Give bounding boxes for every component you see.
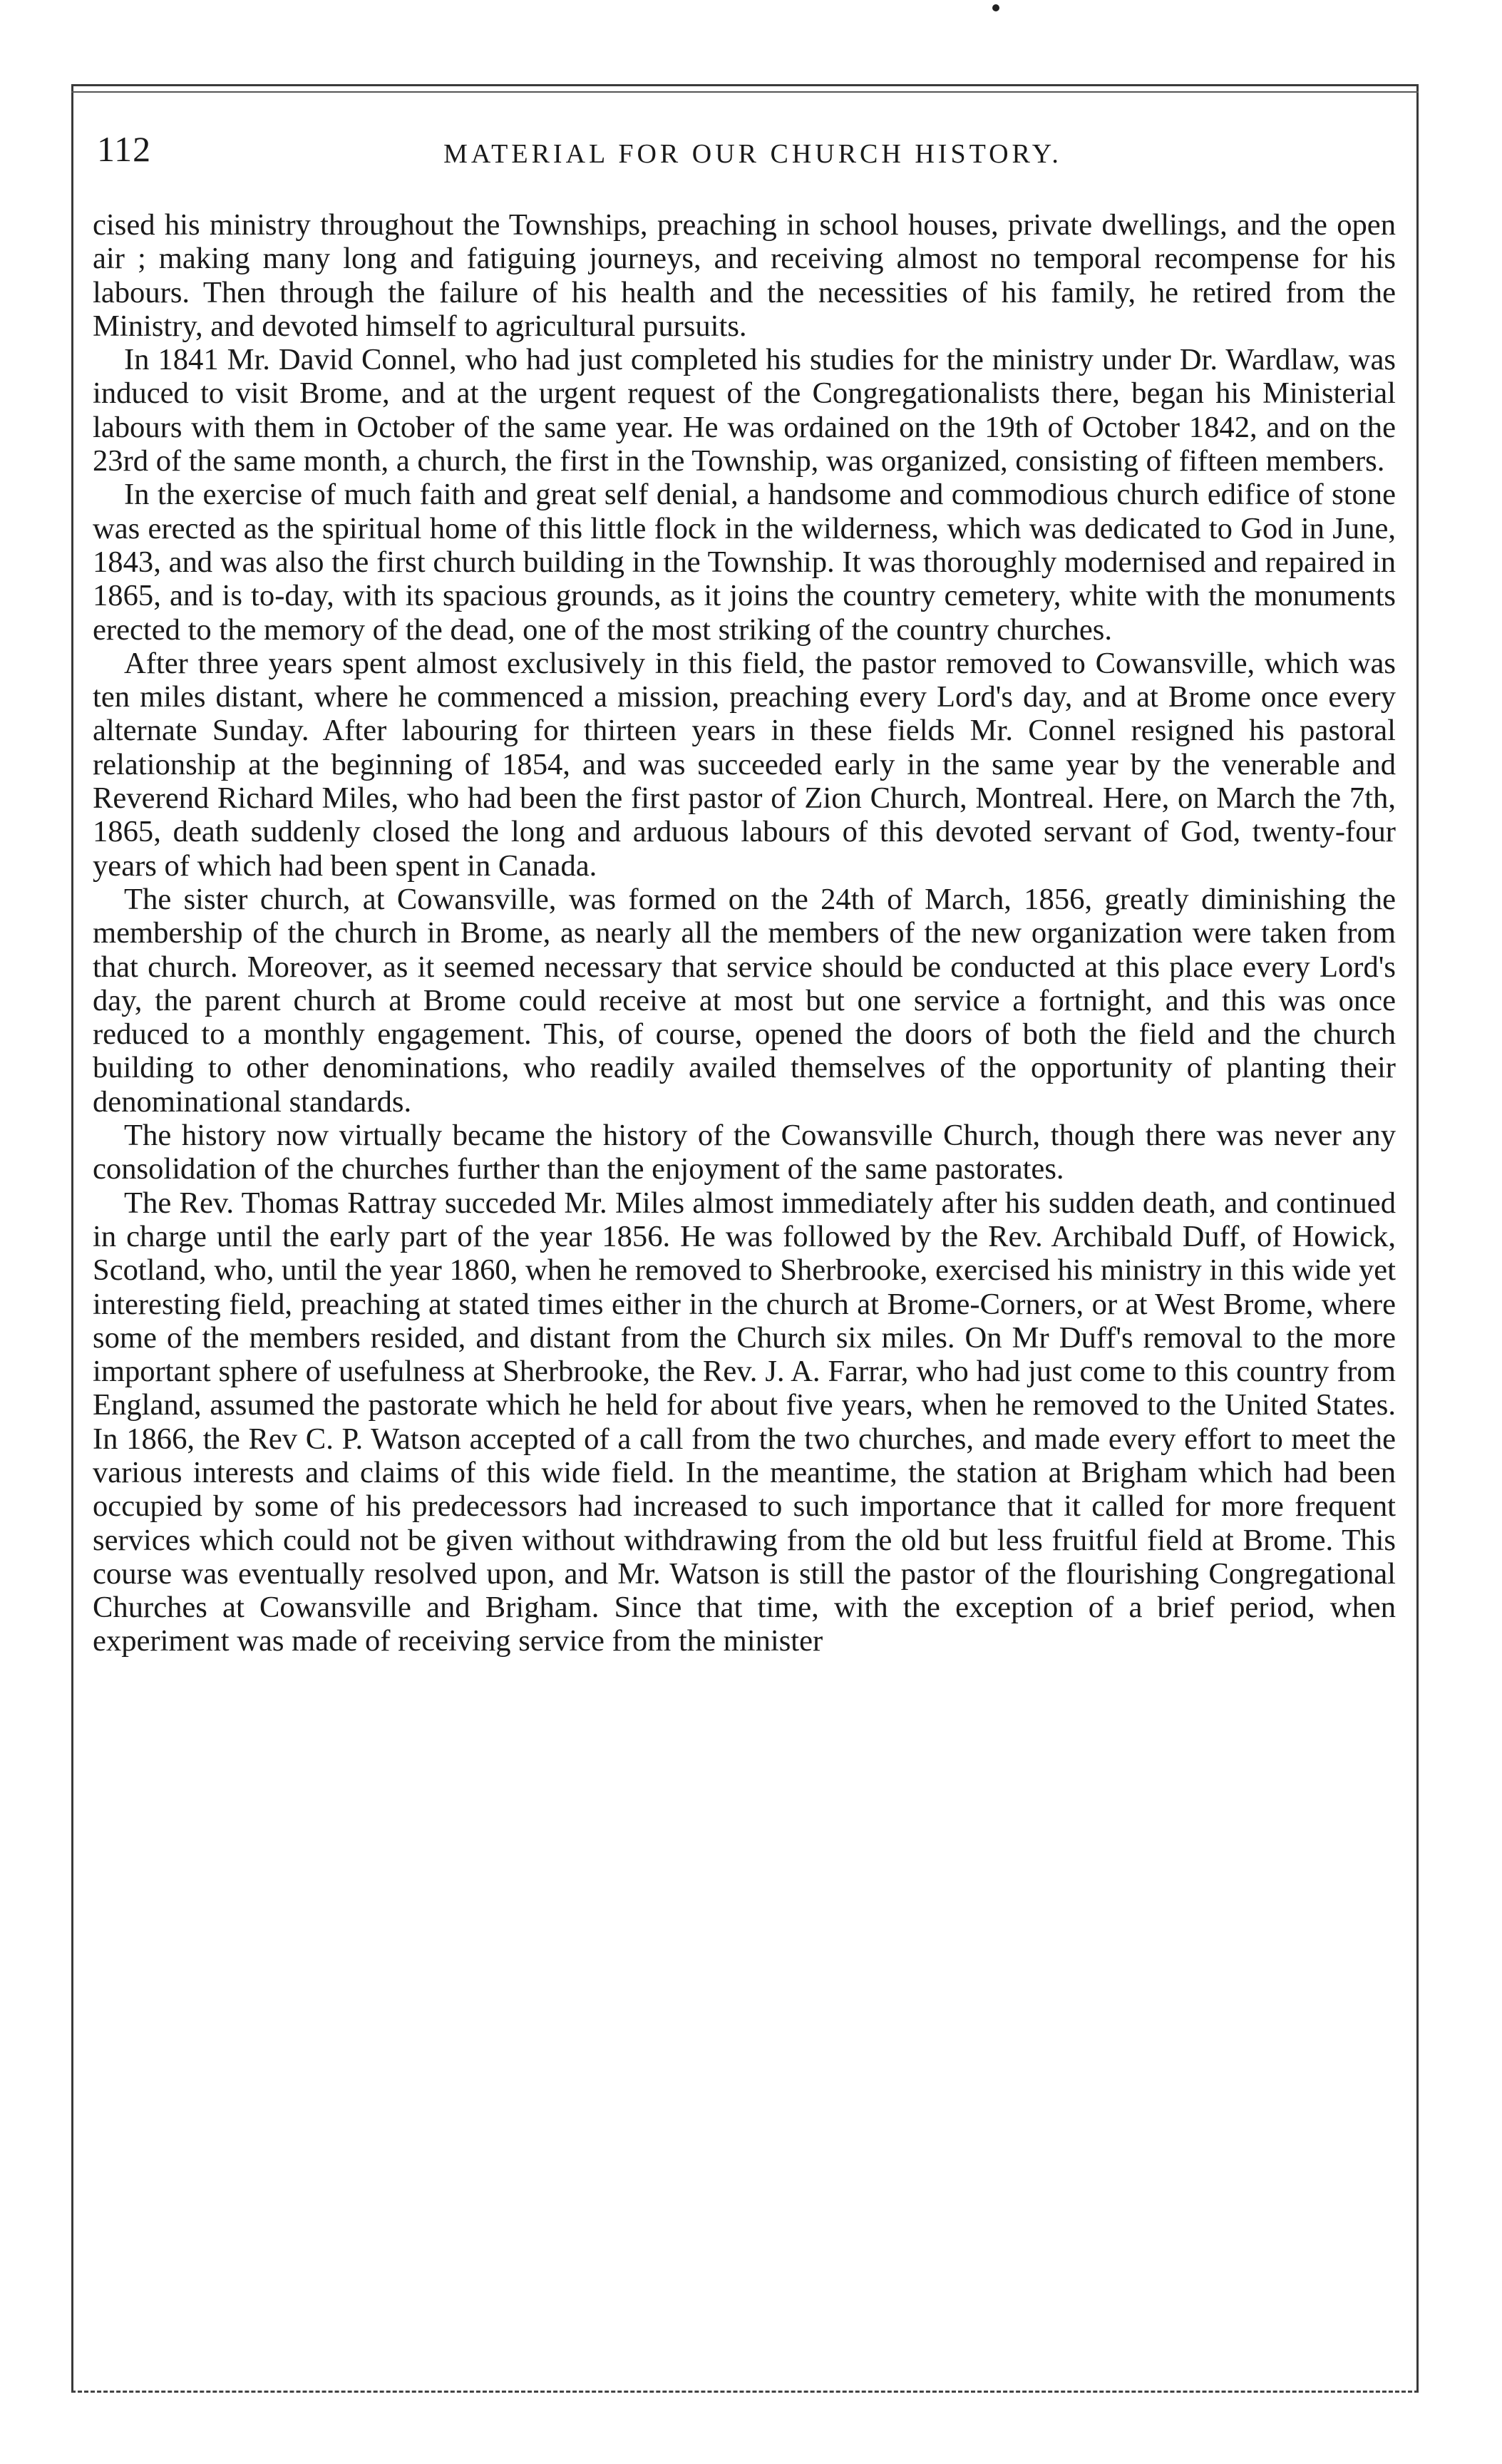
paragraph-4: After three years spent almost exclusively in this field, the pastor removed to Cowansville, which was ten miles distant, where he commenced a mission, preaching every Lord's day, and at Brome once every alternate Sunday. After labouring for thirteen years in these fields Mr. Connel resigned his pastoral relationship at the beginning of 1854, and was succeeded early in the same year by the venerable and Reverend Richard Miles, who had been the first pastor of Zion Church, Montreal. Here, on March the 7th, 1865, death suddenly closed the long and arduous labours of this devoted servant of God, twenty-four years of which had been spent in Canada.	[93, 646, 1396, 883]
ink-speck	[992, 4, 999, 11]
paragraph-1: cised his ministry throughout the Townships, preaching in school houses, private dwellings, and the open air ; making many long and fatiguing journeys, and receiving almost no temporal recompense for his labours. Then through the failure of his health and the necessities of his family, he retired from the Ministry, and devoted himself to agricultural pursuits.	[93, 208, 1396, 343]
paragraph-6: The history now virtually became the history of the Cowansville Church, though there was never any consolidation of the churches further than the enjoyment of the same pastorates.	[93, 1119, 1396, 1186]
page-header	[97, 128, 1409, 178]
page-number: 112	[97, 129, 152, 169]
paragraph-5: The sister church, at Cowansville, was formed on the 24th of March, 1856, greatly diminishing the membership of the church in Brome, as nearly all the members of the new organization were taken from that church. Moreover, as it seemed necessary that service should be conducted at this place every Lord's day, the parent church at Brome could receive at most but one service a fortnight, and this was once reduced to a monthly engagement. This, of course, opened the doors of both the field and the church building to other denominations, who readily availed themselves of the opportunity of planting their denominational standards.	[93, 882, 1396, 1119]
top-rule	[71, 91, 1419, 93]
paragraph-3: In the exercise of much faith and great self denial, a handsome and commodious church edifice of stone was erected as the spiritual home of this little flock in the wilderness, which was dedicated to God in June, 1843, and was also the first church building in the Township. It was thoroughly modernised and repaired in 1865, and is to-day, with its spacious grounds, as it joins the country cemetery, white with the monuments erected to the memory of the dead, one of the most striking of the country churches.	[93, 478, 1396, 647]
running-title: MATERIAL FOR OUR CHURCH HISTORY.	[443, 139, 1062, 169]
paragraph-2: In 1841 Mr. David Connel, who had just completed his studies for the ministry under Dr. Wardlaw, was induced to visit Brome, and at the urgent request of the Congregationalists there, began his Ministerial labours with them in October of the same year. He was ordained on the 19th of October 1842, and on the 23rd of the same month, a church, the first in the Township, was organized, consisting of fifteen members.	[93, 343, 1396, 478]
body-text	[93, 208, 1396, 1658]
paragraph-7: The Rev. Thomas Rattray succeded Mr. Miles almost immediately after his sudden death, and continued in charge until the early part of the year 1856. He was followed by the Rev. Archibald Duff, of Howick, Scotland, who, until the year 1860, when he removed to Sherbrooke, exercised his ministry in this wide yet interesting field, preaching at stated times either in the church at Brome-Corners, or at West Brome, where some of the members resided, and distant from the Church six miles. On Mr Duff's removal to the more important sphere of usefulness at Sherbrooke, the Rev. J. A. Farrar, who had just come to this country from England, assumed the pastorate which he held for about five years, when he removed to the United States. In 1866, the Rev C. P. Watson accepted of a call from the two churches, and made every effort to meet the various interests and claims of this wide field. In the meantime, the station at Brigham which had been occupied by some of his predecessors had increased to such importance that it called for more frequent services which could not be given without withdrawing from the old but less fruitful field at Brome. This course was eventually resolved upon, and Mr. Watson is still the pastor of the flourishing Congregational Churches at Cowansville and Brigham. Since that time, with the exception of a brief period, when experiment was made of receiving service from the minister	[93, 1186, 1396, 1658]
